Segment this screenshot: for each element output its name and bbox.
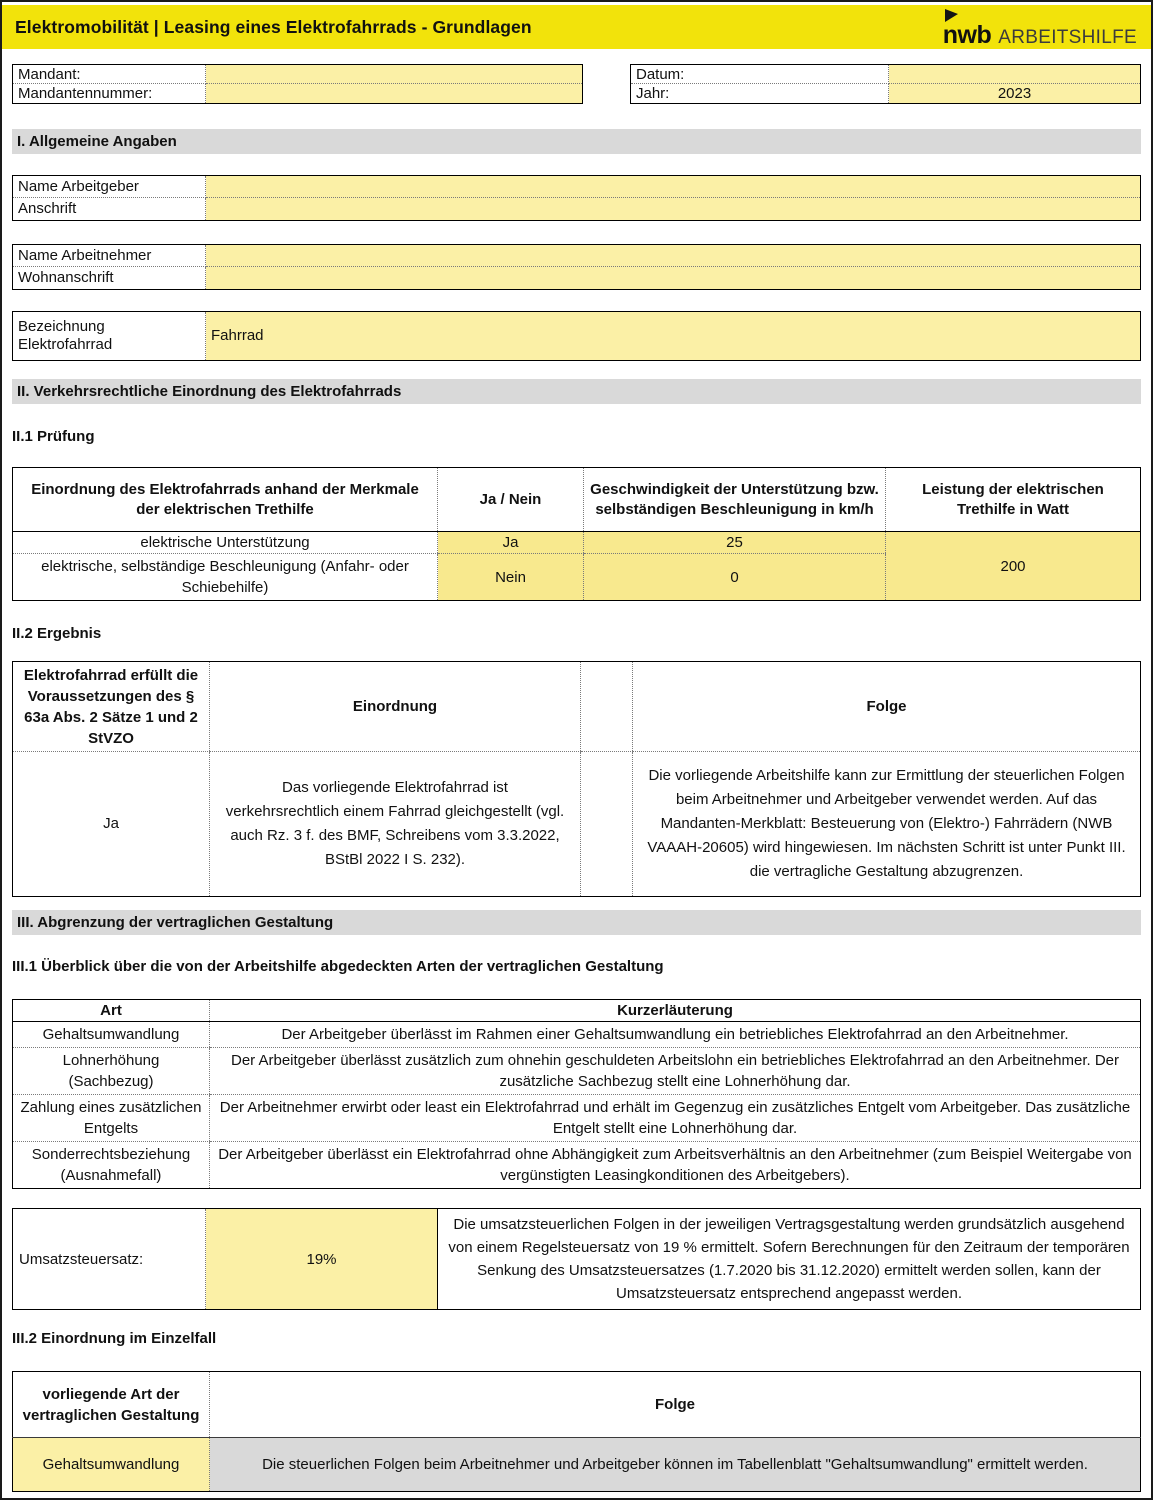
mandantennummer-label: Mandantennummer:: [13, 84, 206, 103]
umsatzsteuersatz-label: Umsatzsteuersatz:: [19, 1250, 144, 1268]
arbeitnehmer-name-input[interactable]: [206, 245, 1140, 267]
bezeichnung-input[interactable]: Fahrrad: [206, 312, 1140, 360]
col-header-janein: Ja / Nein: [438, 468, 584, 532]
subheading-einzelfall: III.2 Einordnung im Einzelfall: [12, 1330, 217, 1347]
wohnanschrift-input[interactable]: [206, 267, 1140, 289]
col-header-condition: Elektrofahrrad erfüllt die Voraussetzungen des § 63a Abs. 2 Sätze 1 und 2 StVZO: [13, 662, 210, 752]
table-row: [13, 1022, 1141, 1048]
nwb-wordmark: nwb: [942, 21, 992, 49]
col-header-art: Art: [13, 1000, 210, 1022]
art-gehaltsumwandlung: Gehaltsumwandlung: [13, 1022, 210, 1048]
subheading-ergebnis: II.2 Ergebnis: [12, 625, 102, 642]
einzelfall-folge-text: Die steuerlichen Folgen beim Arbeitnehmer und Arbeitgeber können im Tabellenblatt "Gehaltsumwandlung" ermittelt werden.: [210, 1438, 1141, 1492]
umsatzsteuer-table: [12, 1208, 1141, 1310]
col-header-spacer: [581, 662, 633, 752]
speed-beschleunigung-input[interactable]: 0: [584, 554, 886, 601]
table-row: [13, 1142, 1141, 1189]
vertragsart-select[interactable]: Gehaltsumwandlung: [13, 1438, 210, 1492]
criterion-beschleunigung: elektrische, selbständige Beschleunigung (Anfahr- oder Schiebehilfe): [41, 558, 409, 596]
section-3-header: III. Abgrenzung der vertraglichen Gestaltung: [12, 910, 1141, 935]
col-header-criteria: Einordnung des Elektrofahrrads anhand der Merkmale der elektrischen Trethilfe: [13, 468, 438, 532]
col-header-folge: Folge: [633, 662, 1141, 752]
arbeitnehmer-name-label: Name Arbeitnehmer: [13, 245, 206, 267]
col-header-power: Leistung der elektrischen Trethilfe in Watt: [886, 468, 1141, 532]
meta-row: [12, 64, 1141, 104]
arbeitgeber-block: [12, 175, 1141, 221]
pruefung-table: [12, 467, 1141, 601]
umsatzsteuersatz-input[interactable]: 19%: [206, 1209, 438, 1310]
datum-input[interactable]: [889, 65, 1140, 84]
col-header-kurzerlaeuterung: Kurzerläuterung: [210, 1000, 1141, 1022]
mandant-block: [12, 64, 583, 104]
datum-block: [630, 64, 1141, 104]
einzelfall-table: [12, 1371, 1141, 1492]
jahr-label: Jahr:: [631, 84, 889, 103]
text-lohnerhoehung: Der Arbeitgeber überlässt zusätzlich zum ohnehin geschuldeten Arbeitslohn ein betriebliches Elektrofahrrad an den Arbeitnehmer. Der zusätzliche Sachbezug stellt eine Lohnerhöhung dar.: [210, 1048, 1141, 1095]
ueberblick-table: [12, 999, 1141, 1189]
umsatzsteuer-note: Die umsatzsteuerlichen Folgen in der jeweiligen Vertragsgestaltung werden grundsätzlich ausgehend von einem Regelsteuersatz von 19 % ermittelt. Sofern Berechnungen für den Zeitraum der temporären Senkung des Umsatzsteuersatzes (1.7.2020 bis 31.12.2020) ermittelt werden sollen, kann der Umsatzsteuersatz entsprechend angepasst werden.: [448, 1216, 1130, 1302]
mandant-label: Mandant:: [13, 65, 206, 84]
subheading-pruefung: II.1 Prüfung: [12, 428, 95, 445]
col-header-einordnung: Einordnung: [210, 662, 581, 752]
nwb-logo: [943, 8, 1137, 49]
ergebnis-folge-text: Die vorliegende Arbeitshilfe kann zur Ermittlung der steuerlichen Folgen beim Arbeitnehmer und Arbeitgeber verwendet werden. Auf das Mandanten-Merkblatt: Besteuerung von (Elektro-) Fahrrädern (NWB VAAAH-20605) wird hingewiesen. Im nächsten Schritt ist unter Punkt III. die vertragliche Gestaltung abzugrenzen.: [633, 752, 1141, 897]
col-header-speed: Geschwindigkeit der Unterstützung bzw. selbständigen Beschleunigung in km/h: [584, 468, 886, 532]
col-header-einzelfall-folge: Folge: [210, 1372, 1141, 1438]
title-bar: [2, 5, 1151, 49]
arbeitshilfe-label: ARBEITSHILFE: [998, 27, 1137, 48]
mandant-input[interactable]: [206, 65, 582, 84]
janein-beschleunigung-input[interactable]: Nein: [438, 554, 584, 601]
ergebnis-einordnung-text: Das vorliegende Elektrofahrrad ist verkehrsrechtlich einem Fahrrad gleichgestellt (vgl. auch Rz. 3 f. des BMF, Schreibens vom 3.3.2022, BStBl 2022 I S. 232).: [210, 752, 581, 897]
art-sonderrechtsbeziehung: Sonderrechtsbeziehung (Ausnahmefall): [31, 1146, 191, 1184]
ergebnis-table: [12, 661, 1141, 897]
text-gehaltsumwandlung: Der Arbeitgeber überlässt im Rahmen einer Gehaltsumwandlung ein betriebliches Elektrofahrrad an den Arbeitnehmer.: [210, 1022, 1141, 1048]
page-title: Elektromobilität | Leasing eines Elektrofahrrads - Grundlagen: [15, 16, 532, 37]
mandantennummer-input[interactable]: [206, 84, 582, 103]
table-row: [13, 1095, 1141, 1142]
arbeitgeber-name-input[interactable]: [206, 176, 1140, 198]
wohnanschrift-label: Wohnanschrift: [13, 267, 206, 289]
table-row: [13, 1048, 1141, 1095]
arbeitnehmer-block: [12, 244, 1141, 290]
criterion-unterstuetzung: elektrische Unterstützung: [13, 532, 438, 554]
bezeichnung-block: [12, 311, 1141, 361]
text-sonderrechtsbeziehung: Der Arbeitgeber überlässt ein Elektrofahrrad ohne Abhängigkeit zum Arbeitsverhältnis an den Arbeitnehmer (zum Beispiel Weitergabe von vergünstigten Leasingkonditionen des Arbeitgebers).: [210, 1142, 1141, 1189]
col-header-vertragsart: vorliegende Art der vertraglichen Gestaltung: [13, 1372, 210, 1438]
section-1-header: I. Allgemeine Angaben: [12, 129, 1141, 154]
section-2-header: II. Verkehrsrechtliche Einordnung des Elektrofahrrads: [12, 379, 1141, 404]
art-zahlung-entgelt: Zahlung eines zusätzlichen Entgelts: [13, 1095, 210, 1142]
subheading-ueberblick: III.1 Überblick über die von der Arbeitshilfe abgedeckten Arten der vertraglichen Gestaltung: [12, 958, 664, 975]
speed-unterstuetzung-input[interactable]: 25: [584, 532, 886, 554]
datum-label: Datum:: [631, 65, 889, 84]
text-zahlung-entgelt: Der Arbeitnehmer erwirbt oder least ein Elektrofahrrad und erhält im Gegenzug ein zusätzliches Entgelt vom Arbeitgeber. Das zusätzliche Entgelt stellt eine Lohnerhöhung dar.: [210, 1095, 1141, 1142]
anschrift-input[interactable]: [206, 198, 1140, 220]
anschrift-label: Anschrift: [13, 198, 206, 220]
ergebnis-spacer-cell: [581, 752, 633, 897]
power-input[interactable]: 200: [886, 532, 1141, 601]
art-lohnerhoehung: Lohnerhöhung (Sachbezug): [13, 1048, 210, 1095]
janein-unterstuetzung-input[interactable]: Ja: [438, 532, 584, 554]
ergebnis-answer: Ja: [103, 815, 119, 832]
bezeichnung-label: Bezeichnung Elektrofahrrad: [13, 312, 206, 360]
arbeitgeber-name-label: Name Arbeitgeber: [13, 176, 206, 198]
jahr-input[interactable]: 2023: [889, 84, 1140, 103]
